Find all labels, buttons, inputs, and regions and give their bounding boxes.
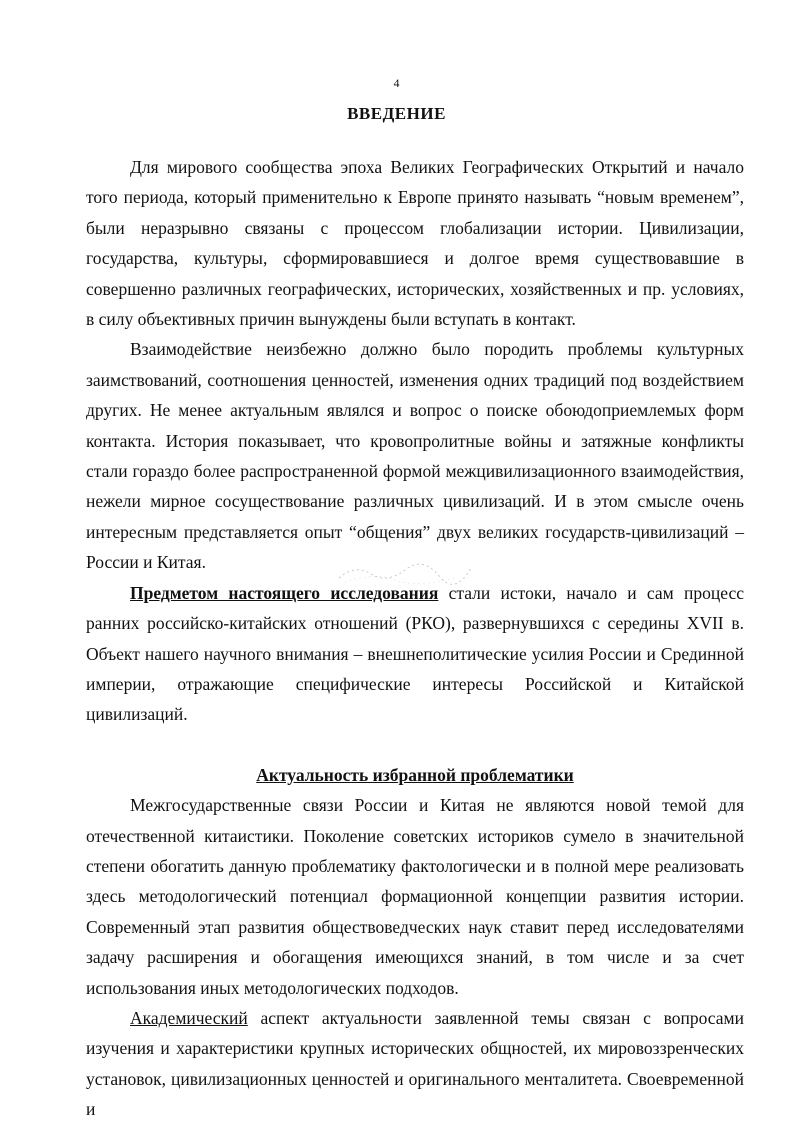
section-heading: Актуальность избранной проблематики	[256, 764, 574, 785]
paragraph-subject	[86, 578, 744, 730]
body-text	[86, 152, 744, 1125]
scan-smudge	[335, 560, 475, 586]
paragraph-intro: Для мирового сообщества эпоха Великих Географических Открытий и начало того периода, который применительно к Европе принято называть “новым временем”, были неразрывно связаны с процессом глобализации истории. Цивилизации, государства, культуры, сформировавшиеся и долгое время существовавшие в совершенно различных географических, исторических, хозяйственных и пр. условиях, в силу объективных причин вынуждены были вступать в контакт.	[86, 157, 744, 330]
subject-text: стали истоки, начало и сам процесс ранних российско-китайских отношений (РКО), развернувшихся с середины XVII в. Объект нашего научного внимания – внешнеполитические усилия России и Срединной империи, отражающие специфические интересы Российской и Китайской цивилизаций.	[86, 582, 744, 725]
paragraph-relevance: Межгосударственные связи России и Китая не являются новой темой для отечественной китаистики. Поколение советских историков сумело в значительной степени обогатить данную проблематику фактологически и в полной мере реализовать здесь методологический потенциал формационной концепции развития истории. Современный этап развития обществоведческих наук ставит перед исследователями задачу расширения и обогащения имеющихся знаний, в том числе и за счет использования иных методологических подходов.	[86, 795, 744, 998]
subject-lead-phrase: Предметом настоящего исследования	[130, 582, 439, 603]
paragraph-academic	[86, 1003, 744, 1125]
page-number: 4	[393, 76, 400, 90]
academic-text: аспект актуальности заявленной темы связан с вопросами изучения и характеристики крупных исторических общностей, их мировоззренческих установок, цивилизационных ценностей и оригинального менталитета. Своевременной и	[86, 1007, 744, 1120]
academic-lead-word: Академический	[130, 1007, 248, 1028]
paragraph-interaction: Взаимодействие неизбежно должно было породить проблемы культурных заимствований, соотношения ценностей, изменения одних традиций под воздействием других. Не менее актуальным являлся и вопрос о поиске обоюдоприемлемых форм контакта. История показывает, что кровопролитные войны и затяжные конфликты стали гораздо более распространенной формой межцивилизационного взаимодействия, нежели мирное сосуществование различных цивилизаций. И в этом смысле очень интересным представляется опыт “общения” двух великих государств-цивилизаций – России и Китая.	[86, 339, 744, 573]
page-title: ВВЕДЕНИЕ	[347, 104, 446, 123]
spacer	[86, 730, 744, 760]
